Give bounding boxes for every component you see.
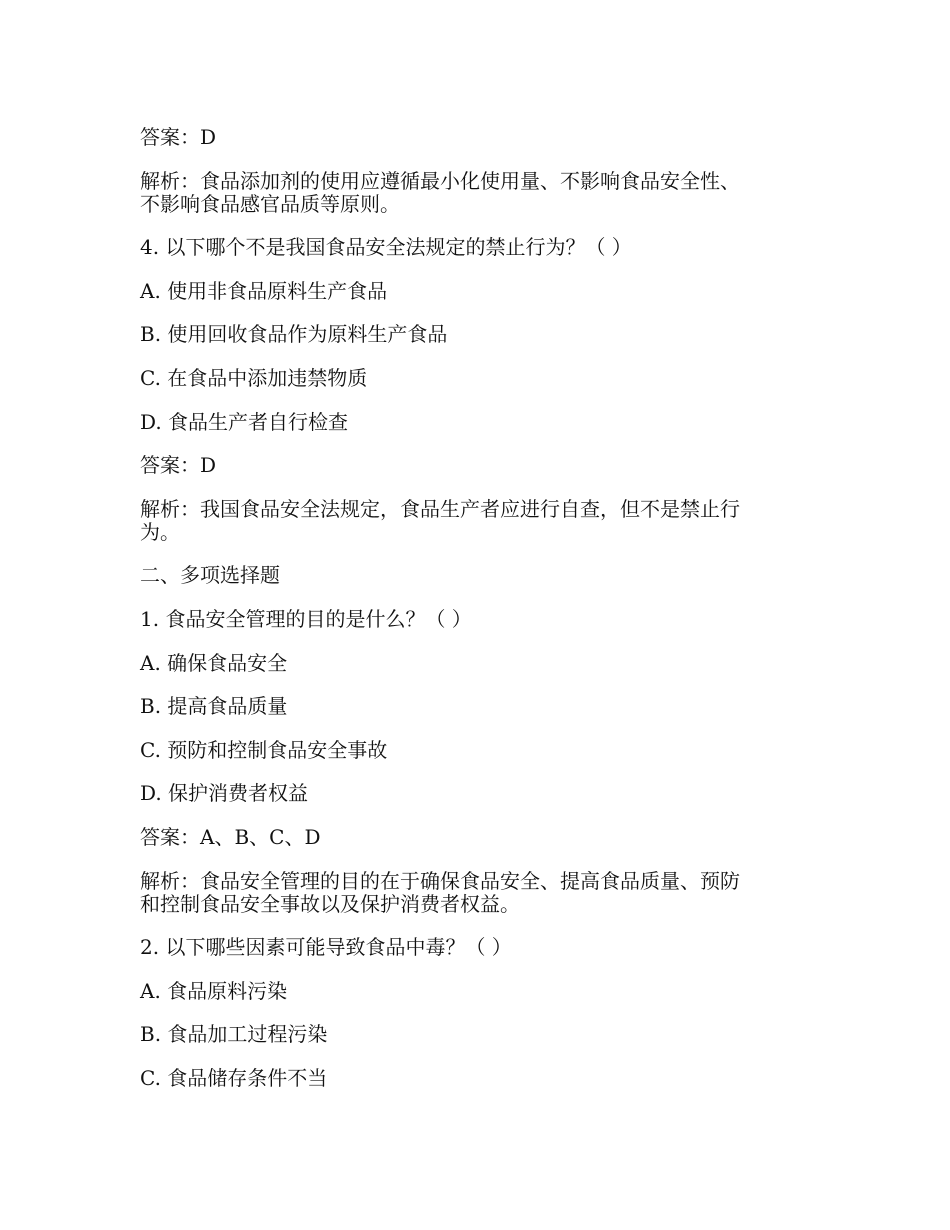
- answer-line: [140, 126, 810, 149]
- text-line: D. 保护消费者权益: [140, 781, 309, 806]
- text-line: 答案：D: [140, 125, 217, 149]
- text-line: B. 使用回收食品作为原料生产食品: [140, 322, 448, 347]
- option-a: [140, 980, 810, 1003]
- explanation-paragraph: [140, 498, 810, 544]
- text-line: A. 确保食品安全: [140, 650, 288, 675]
- text-line: 解析：食品安全管理的目的在于确保食品安全、提高食品质量、预防: [140, 868, 740, 893]
- text-line: 4. 以下哪个不是我国食品安全法规定的禁止行为？（ ）: [140, 235, 632, 260]
- answer-line: [140, 826, 810, 849]
- text-line: 答案：A、B、C、D: [140, 824, 321, 849]
- option-b: [140, 1023, 810, 1046]
- explanation-paragraph: [140, 870, 810, 916]
- text-line: A. 食品原料污染: [140, 978, 288, 1003]
- text-line: 不影响食品感官品质等原则。: [140, 191, 400, 216]
- text-line: 和控制食品安全事故以及保护消费者权益。: [140, 891, 520, 916]
- option-b: [140, 695, 810, 718]
- question-4: [140, 236, 810, 259]
- text-line: B. 提高食品质量: [140, 694, 288, 719]
- text-line: 解析：我国食品安全法规定，食品生产者应进行自查，但不是禁止行: [140, 496, 740, 521]
- text-line: 解析：食品添加剂的使用应遵循最小化使用量、不影响食品安全性、: [140, 168, 740, 193]
- text-line: C. 在食品中添加违禁物质: [140, 365, 368, 390]
- text-line: 1. 食品安全管理的目的是什么？（ ）: [140, 606, 472, 631]
- option-a: [140, 280, 810, 303]
- question-1: [140, 608, 810, 631]
- text-line: 二、多项选择题: [140, 563, 280, 588]
- text-line: 答案：D: [140, 453, 217, 478]
- text-line: 2. 以下哪些因素可能导致食品中毒？（ ）: [140, 935, 512, 960]
- option-d: [140, 782, 810, 805]
- option-d: [140, 411, 810, 434]
- question-2: [140, 936, 810, 959]
- explanation-paragraph: [140, 170, 810, 216]
- text-line: A. 使用非食品原料生产食品: [140, 278, 388, 303]
- text-line: B. 食品加工过程污染: [140, 1022, 328, 1047]
- text-line: C. 预防和控制食品安全事故: [140, 737, 388, 762]
- answer-line: [140, 454, 810, 477]
- option-c: [140, 1067, 810, 1090]
- text-line: 为。: [140, 519, 180, 544]
- section-heading: [140, 564, 810, 587]
- option-c: [140, 367, 810, 390]
- document-page: [140, 126, 810, 1110]
- option-a: [140, 652, 810, 675]
- text-line: D. 食品生产者自行检查: [140, 409, 349, 434]
- option-b: [140, 323, 810, 346]
- text-line: C. 食品储存条件不当: [140, 1065, 328, 1090]
- option-c: [140, 739, 810, 762]
